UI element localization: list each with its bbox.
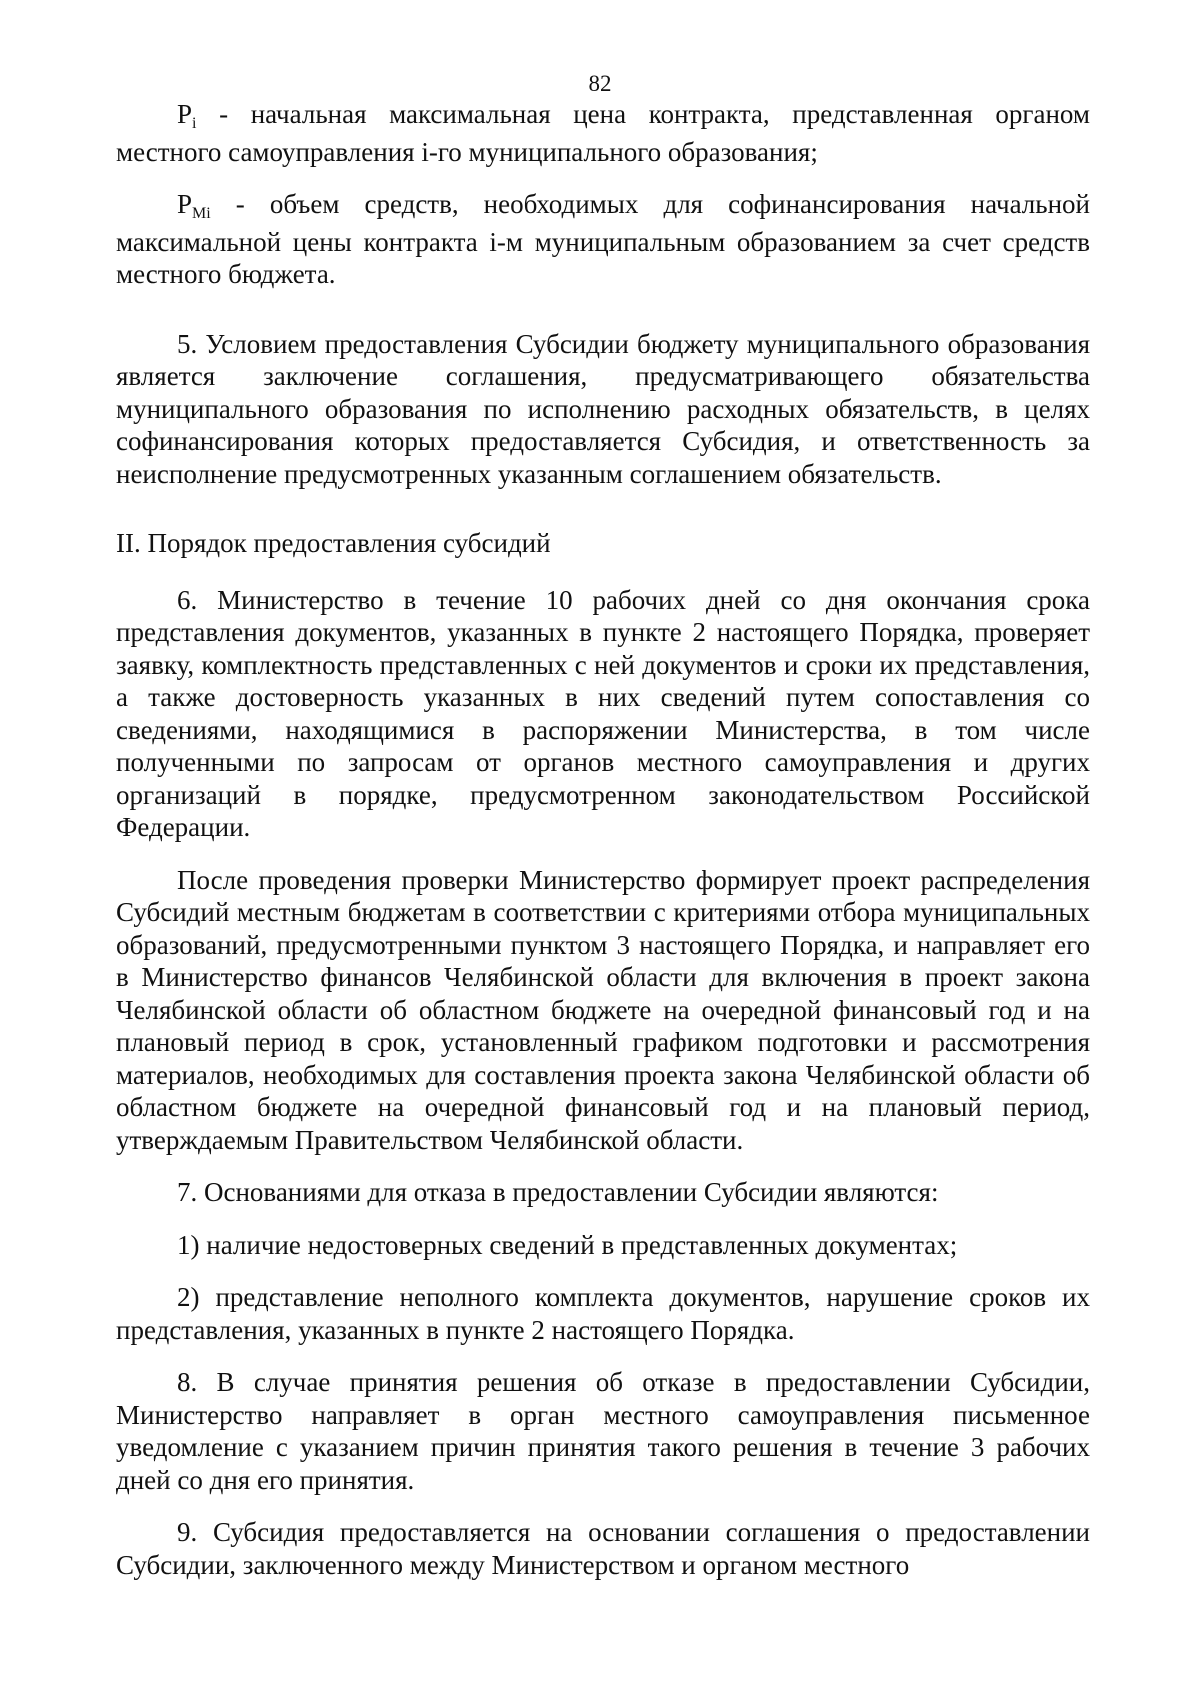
paragraph-5: 5. Условием предоставления Субсидии бюджету муниципального образования является заключение соглашения, предусматривающего обязательства муниципального образования по исполнению расходных обязательств, в целях софинансирования которых предоставляется Субсидия, и ответственность за неисполнение предусмотренных указанным соглашением обязательств. (116, 328, 1090, 489)
symbol: P (177, 99, 193, 129)
symbol: P (177, 189, 193, 219)
paragraph-6: 6. Министерство в течение 10 рабочих дней со дня окончания срока представления документов, указанных в пункте 2 настоящего Порядка, проверяет заявку, комплектность представленных с ней документов и сроки их представления, а также достоверность указанных в них сведений путем сопоставления со сведениями, находящимися в распоряжении Министерства, в том числе полученными по запросам от органов местного самоуправления и других организаций в порядке, предусмотренном законодательством Российской Федерации. (116, 584, 1090, 842)
definition-text: - начальная максимальная цена контракта, представленная органом местного самоуправления i-го муниципального образования; (116, 99, 1090, 167)
subscript: Mi (192, 205, 211, 222)
definition-text: - объем средств, необходимых для софинансирования начальной максимальной цены контракта i-м муниципальным образованием за счет средств местного бюджета. (116, 189, 1090, 289)
paragraph-7: 7. Основаниями для отказа в предоставлении Субсидии являются: (177, 1177, 939, 1207)
section-heading: II. Порядок предоставления субсидий (116, 528, 551, 558)
paragraph-8: 8. В случае принятия решения об отказе в предоставлении Субсидии, Министерство направляет в орган местного самоуправления письменное уведомление с указанием причин принятия такого решения в течение 3 рабочих дней со дня его принятия. (116, 1367, 1090, 1495)
document-body (116, 98, 1090, 1581)
page-number: 82 (588, 71, 612, 96)
subscript: i (192, 115, 197, 132)
paragraph-6-continued: После проведения проверки Министерство формирует проект распределения Субсидий местным бюджетам в соответствии с критериями отбора муниципальных образований, предусмотренными пунктом 3 настоящего Порядка, и направляет его в Министерство финансов Челябинской области для включения в проект закона Челябинской области об областном бюджете на очередной финансовый год и на плановый период в срок, установленный графиком подготовки и рассмотрения материалов, необходимых для составления проекта закона Челябинской области об областном бюджете на очередной финансовый год и на плановый период, утверждаемым Правительством Челябинской области. (116, 864, 1090, 1155)
paragraph-9: 9. Субсидия предоставляется на основании соглашения о предоставлении Субсидии, заключенного между Министерством и органом местного (116, 1517, 1090, 1580)
paragraph-7-item-2: 2) представление неполного комплекта документов, нарушение сроков их представления, указанных в пункте 2 настоящего Порядка. (116, 1282, 1090, 1345)
definition-pi (116, 98, 1090, 168)
definition-pmi (116, 188, 1090, 291)
paragraph-7-item-1: 1) наличие недостоверных сведений в представленных документах; (177, 1229, 958, 1260)
